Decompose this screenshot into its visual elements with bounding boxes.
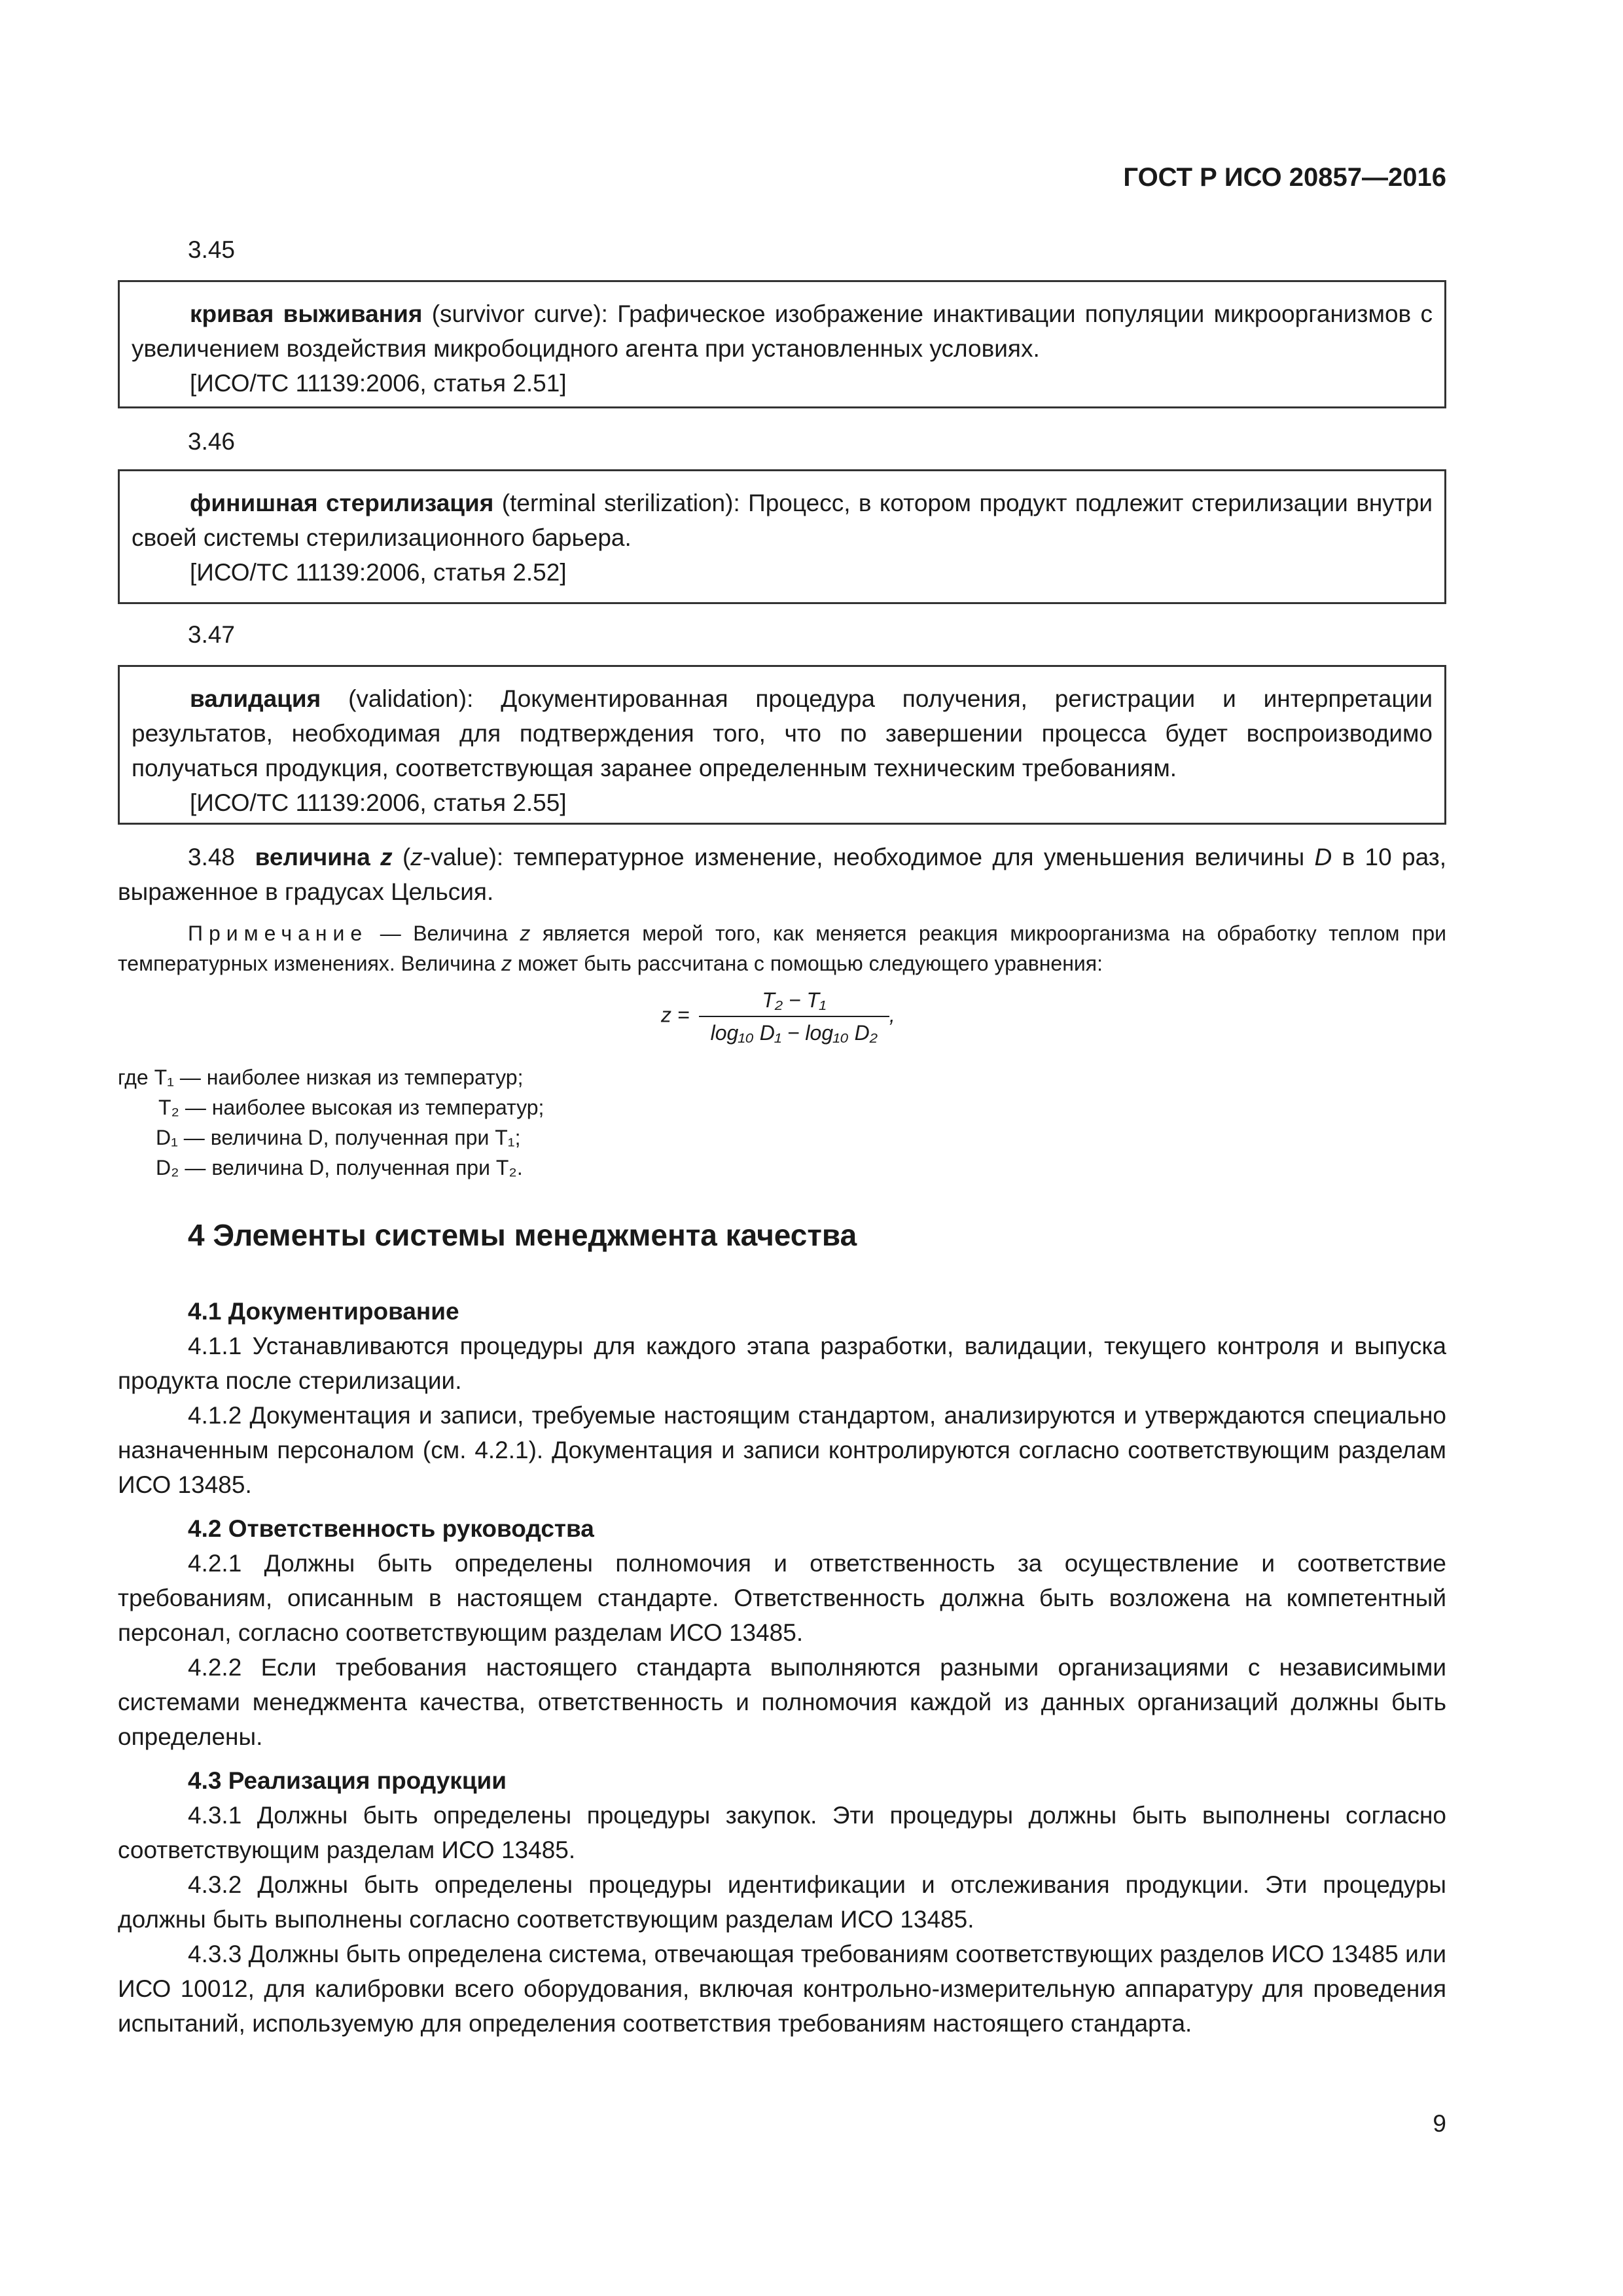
subsection-heading: 4.2 Ответственность руководства: [188, 1515, 594, 1542]
term-source: [ИСО/ТС 11139:2006, статья 2.52]: [190, 559, 567, 586]
term-source: [ИСО/ТС 11139:2006, статья 2.51]: [190, 370, 567, 397]
paragraph: 4.3.1 Должны быть определены процедуры закупок. Эти процедуры должны быть выполнены согласно соответствующим разделам ИСО 13485.: [118, 1802, 1446, 1863]
formula-legend: [118, 1062, 544, 1183]
page-number: 9: [1433, 2110, 1446, 2137]
formula-lhs: z =: [661, 1003, 690, 1027]
formula-fraction: [699, 987, 889, 1046]
term-box: [118, 469, 1446, 604]
note: Примечание — Величина z является мерой того, как меняется реакция микроорганизма на обработку теплом при температурных изменениях. Величина z может быть рассчитана с помощью следующего уравнения:: [118, 922, 1447, 975]
legend-line: D₁ — величина D, полученная при T₁;: [156, 1126, 521, 1149]
term-name: валидация: [190, 685, 321, 712]
term-definition: кривая выживания (survivor curve): Графическое изображение инактивации популяции микроорганизмов с увеличением воздействия микробоцидного агента при установленных условиях.: [132, 300, 1433, 362]
term-348: 3.48 величина z (z-value): температурное изменение, необходимое для уменьшения величины D в 10 раз, выраженное в градусах Цельсия.: [118, 844, 1446, 905]
term-name: кривая выживания: [190, 300, 423, 327]
term-source: [ИСО/ТС 11139:2006, статья 2.55]: [190, 789, 567, 816]
term-definition: валидация (validation): Документированная процедура получения, регистрации и интерпретации результатов, необходимая для подтверждения того, что по завершении процесса будет воспроизводимо получаться продукция, соответствующая заранее определенным техническим требованиям.: [132, 685, 1433, 781]
paragraph: 4.2.1 Должны быть определены полномочия и ответственность за осуществление и соответствие требованиям, описанным в настоящем стандарте. Ответственность должна быть возложена на компетентный персонал, согласно соответствующим разделам ИСО 13485.: [118, 1550, 1446, 1646]
legend-line: T₂ — наиболее высокая из температур;: [158, 1096, 544, 1119]
term-box: [118, 280, 1446, 408]
subsection-heading: 4.3 Реализация продукции: [188, 1767, 507, 1794]
section-heading: 4 Элементы системы менеджмента качества: [188, 1218, 857, 1252]
term-name: финишная стерилизация: [190, 490, 494, 516]
formula-denominator: log₁₀ D₁ − log₁₀ D₂: [710, 1021, 878, 1045]
term-number: 3.47: [188, 621, 236, 648]
paragraph: 4.1.1 Устанавливаются процедуры для каждого этапа разработки, валидации, текущего контроля и выпуска продукта после стерилизации.: [118, 1333, 1446, 1394]
paragraph: 4.2.2 Если требования настоящего стандарта выполняются разными организациями с независимыми системами менеджмента качества, ответственность и полномочия каждой из данных организаций должны быть определены.: [118, 1654, 1446, 1750]
term-box: [118, 665, 1446, 825]
z-formula: z = $\frac{\text{T₂ − T₁}}{\text{log₁₀ D₁ − log₁₀ D₂}}$ ,: [661, 988, 895, 1045]
subsection-heading: 4.1 Документирование: [188, 1298, 459, 1325]
paragraph: 4.3.3 Должны быть определена система, отвечающая требованиям соответствующих разделов ИСО 13485 или ИСО 10012, для калибровки всего оборудования, включая контрольно-измерительную аппаратуру для проведения испытаний, используемую для определения соответствия требованиям настоящего стандарта.: [118, 1941, 1446, 2037]
section-4-body: [118, 1294, 1446, 2041]
term-number: 3.45: [188, 236, 236, 263]
legend-line: D₂ — величина D, полученная при T₂.: [156, 1156, 523, 1179]
document-page: [118, 0, 1446, 2296]
paragraph: 4.1.2 Документация и записи, требуемые настоящим стандартом, анализируются и утверждаются специально назначенным персоналом (см. 4.2.1). Документация и записи контролируются согласно соответствующим разделам ИСО 13485.: [118, 1402, 1446, 1498]
term-number: 3.46: [188, 428, 236, 455]
paragraph: 4.3.2 Должны быть определены процедуры идентификации и отслеживания продукции. Эти процедуры должны быть выполнены согласно соответствующим разделам ИСО 13485.: [118, 1871, 1446, 1933]
term-definition: финишная стерилизация (terminal sterilization): Процесс, в котором продукт подлежит стерилизации внутри своей системы стерилизационного барьера.: [132, 490, 1433, 551]
note-label: Примечание: [188, 922, 368, 945]
formula-numerator: T₂ − T₁: [699, 987, 889, 1017]
document-code: ГОСТ Р ИСО 20857—2016: [1123, 163, 1446, 192]
legend-line: где T₁ — наиболее низкая из температур;: [118, 1066, 524, 1089]
